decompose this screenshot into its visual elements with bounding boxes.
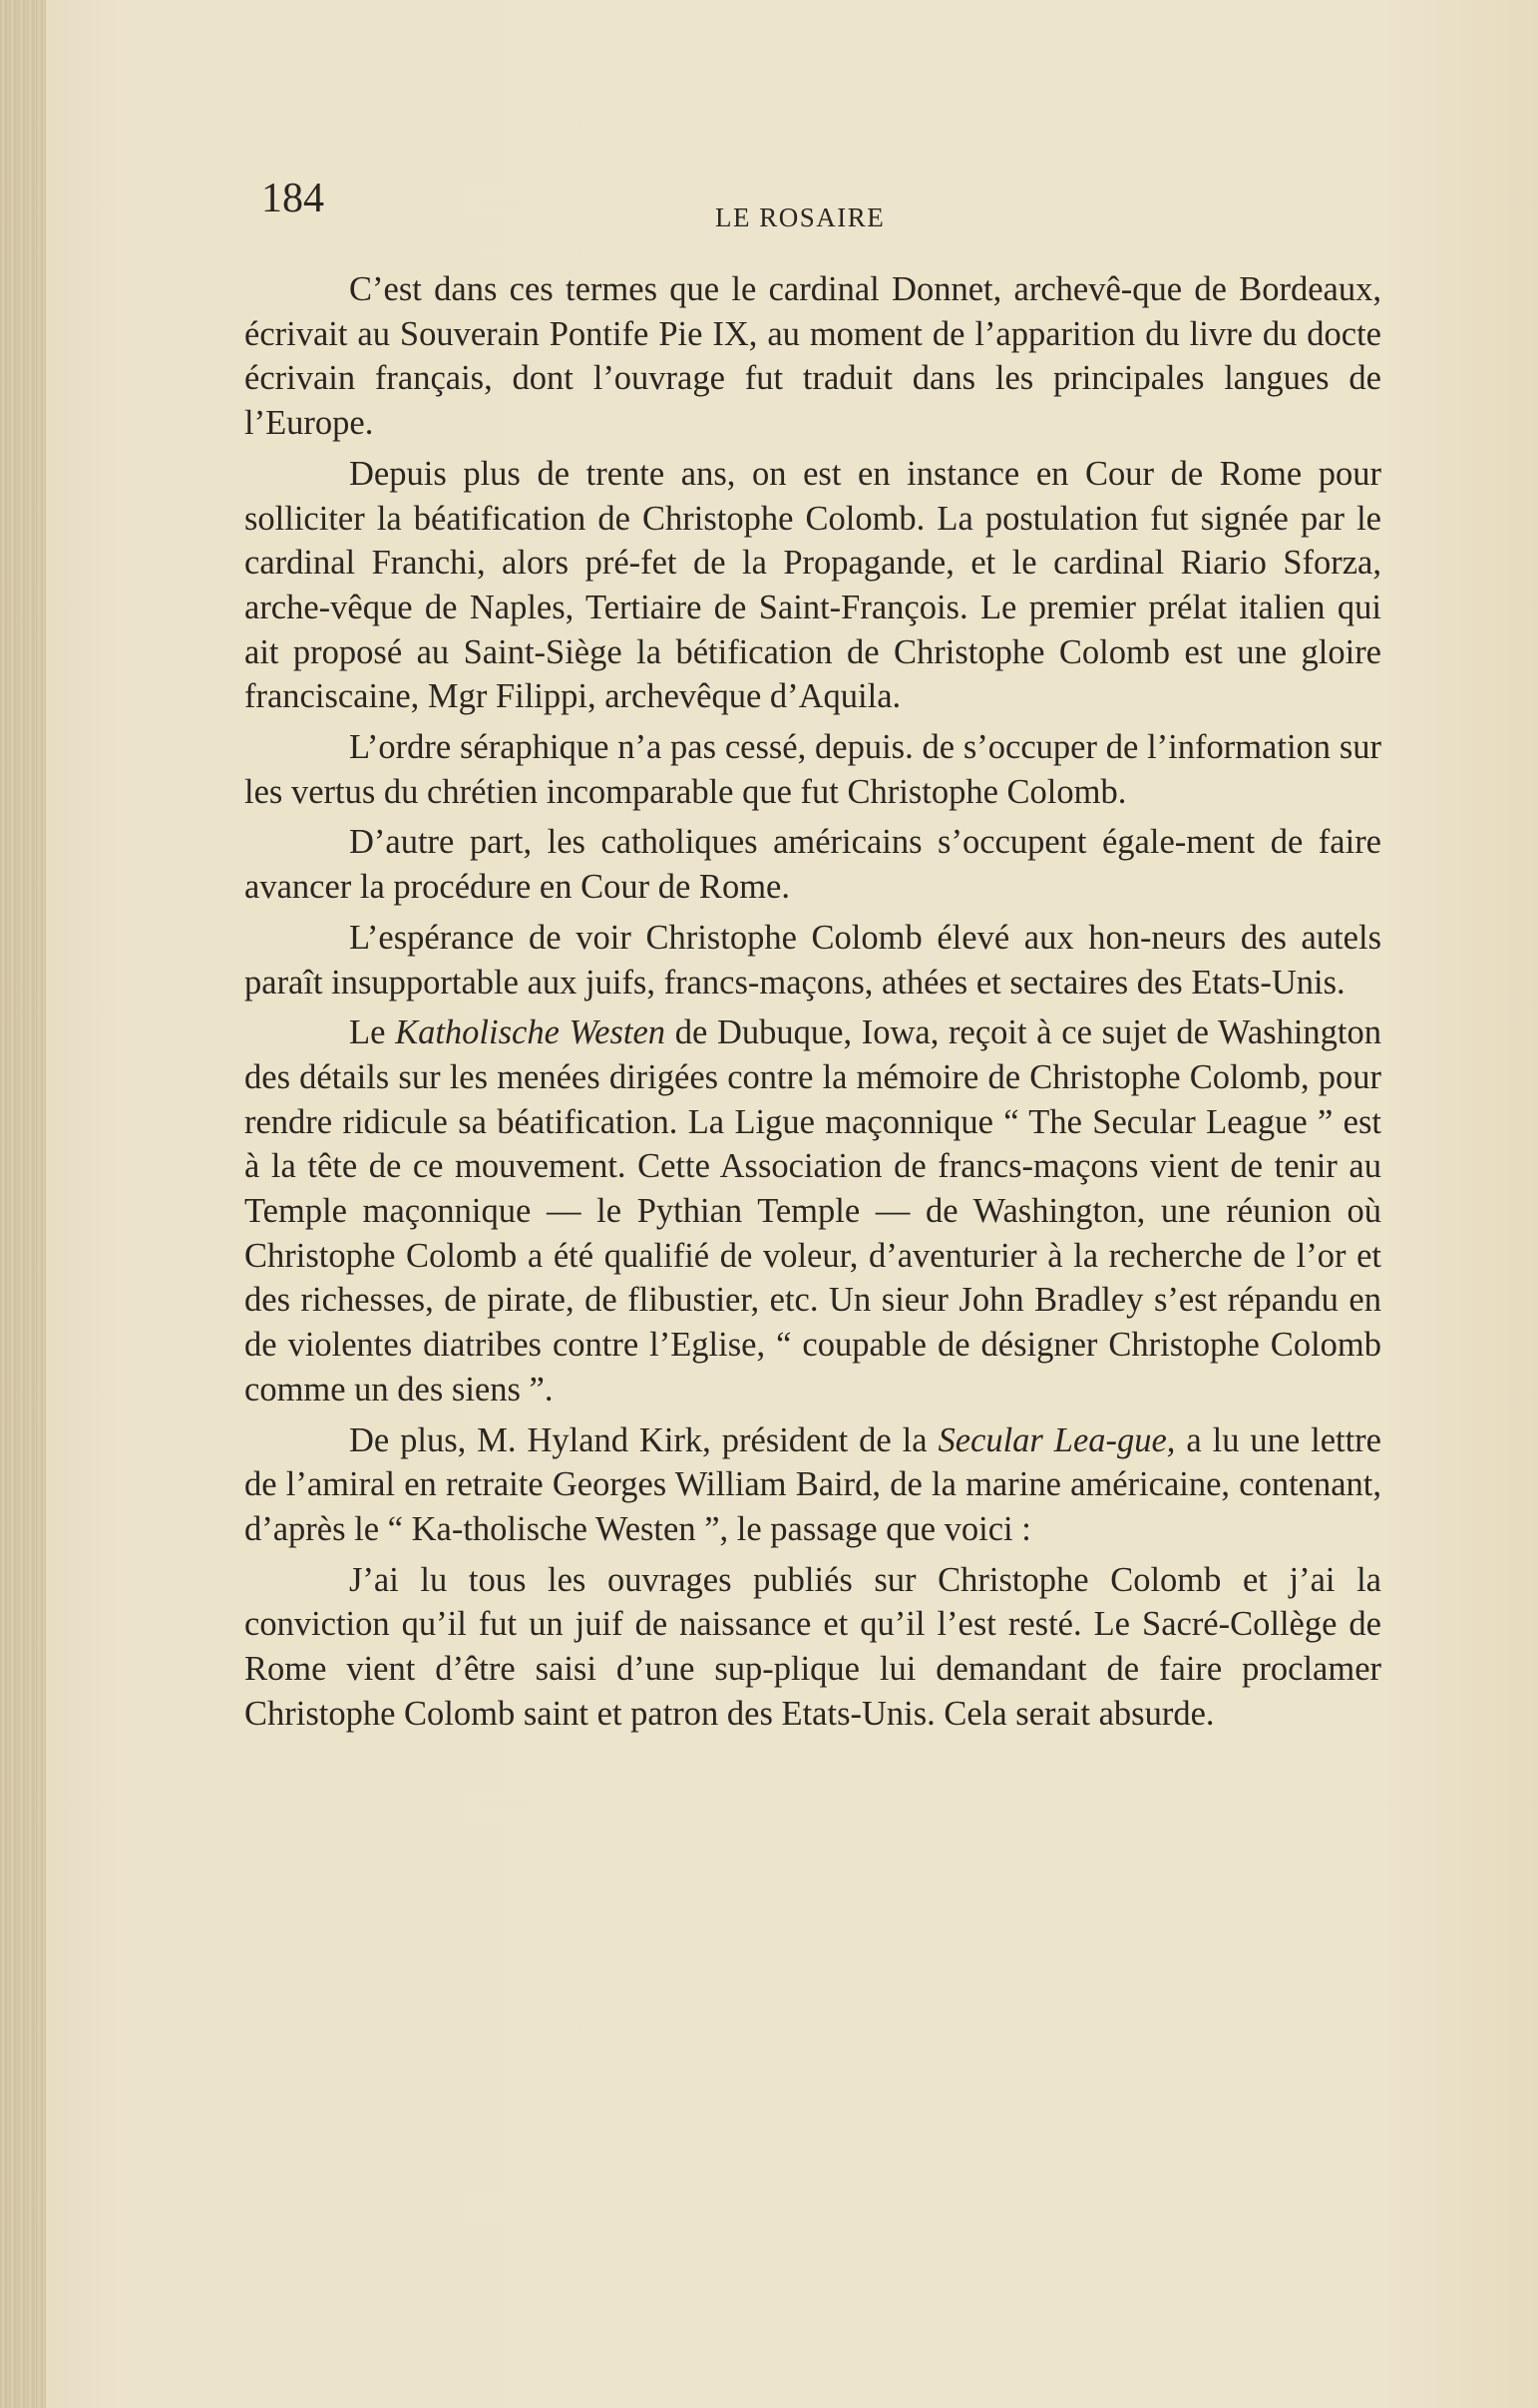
- paragraph: D’autre part, les catholiques américains s’occupent égale-ment de faire avancer la procédure en Cour de Rome.: [244, 823, 1381, 907]
- paragraph-text: a lu une lettre de l’amiral en retraite Georges William Baird, de la marine américaine, contenant, d’après le “ Ka-tholische Westen ”, le passage que voici :: [244, 1420, 1381, 1548]
- paragraph: L’espérance de voir Christophe Colomb élevé aux hon-neurs des autels paraît insupportable aux juifs, francs-maçons, athées et sectaires des Etats-Unis.: [244, 918, 1381, 1002]
- page-header: [261, 175, 1378, 234]
- paragraph: L’ordre séraphique n’a pas cessé, depuis. de s’occuper de l’information sur les vertus du chrétien incomparable que fut Christophe Colomb.: [244, 728, 1381, 811]
- paragraph-hyland-kirk: [244, 1418, 1381, 1552]
- italic-title: Secular Lea-gue,: [938, 1420, 1176, 1459]
- paragraph: Depuis plus de trente ans, on est en instance en Cour de Rome pour solliciter la béatification de Christophe Colomb. La postulation fut signée par le cardinal Franchi, alors pré-fet de la Propagande, et le cardinal Riario Sforza, arche-vêque de Naples, Tertiaire de Saint-François. Le premier prélat italien qui ait proposé au Saint-Siège la bétification de Christophe Colomb est une gloire franciscaine, Mgr Filippi, archevêque d’Aquila.: [244, 454, 1381, 716]
- paragraph: C’est dans ces termes que le cardinal Donnet, archevê-que de Bordeaux, écrivait au Souverain Pontife Pie IX, au moment de l’apparition du livre du docte écrivain français, dont l’ouvrage fut traduit dans les principales langues de l’Europe.: [244, 270, 1381, 443]
- paragraph-text: De plus, M. Hyland Kirk, président de la: [349, 1420, 939, 1459]
- page-number: 184: [261, 176, 324, 221]
- page-gutter: [0, 0, 46, 2408]
- paragraph-quotation: J’ai lu tous les ouvrages publiés sur Christophe Colomb et j’ai la conviction qu’il fut un juif de naissance et qu’il l’est resté. Le Sacré-Collège de Rome vient d’être saisi d’une sup-plique lui demandant de faire proclamer Christophe Colomb saint et patron des Etats-Unis. Cela serait absurde.: [244, 1560, 1381, 1733]
- paragraph-katholische-westen: [244, 1010, 1381, 1411]
- paragraph-text: de Dubuque, Iowa, reçoit à ce sujet de Washington des détails sur les menées dirigées contre la mémoire de Christophe Colomb, pour rendre ridicule sa béatification. La Ligue maçonnique “ The Secular League ” est à la tête de ce mouvement. Cette Association de francs-maçons vient de tenir au Temple maçonnique — le Pythian Temple — de Washington, une réunion où Christophe Colomb a été qualifié de voleur, d’aventurier à la recherche de l’or et des richesses, de pirate, de flibustier, etc. Un sieur John Bradley s’est répandu en de violentes diatribes contre l’Eglise, “ coupable de désigner Christophe Colomb comme un des siens ”.: [244, 1013, 1381, 1408]
- body-text: [244, 267, 1381, 1743]
- italic-title: Katholische Westen: [395, 1013, 666, 1052]
- running-title: LE ROSAIRE: [715, 202, 886, 232]
- paragraph-text: Le: [349, 1013, 396, 1052]
